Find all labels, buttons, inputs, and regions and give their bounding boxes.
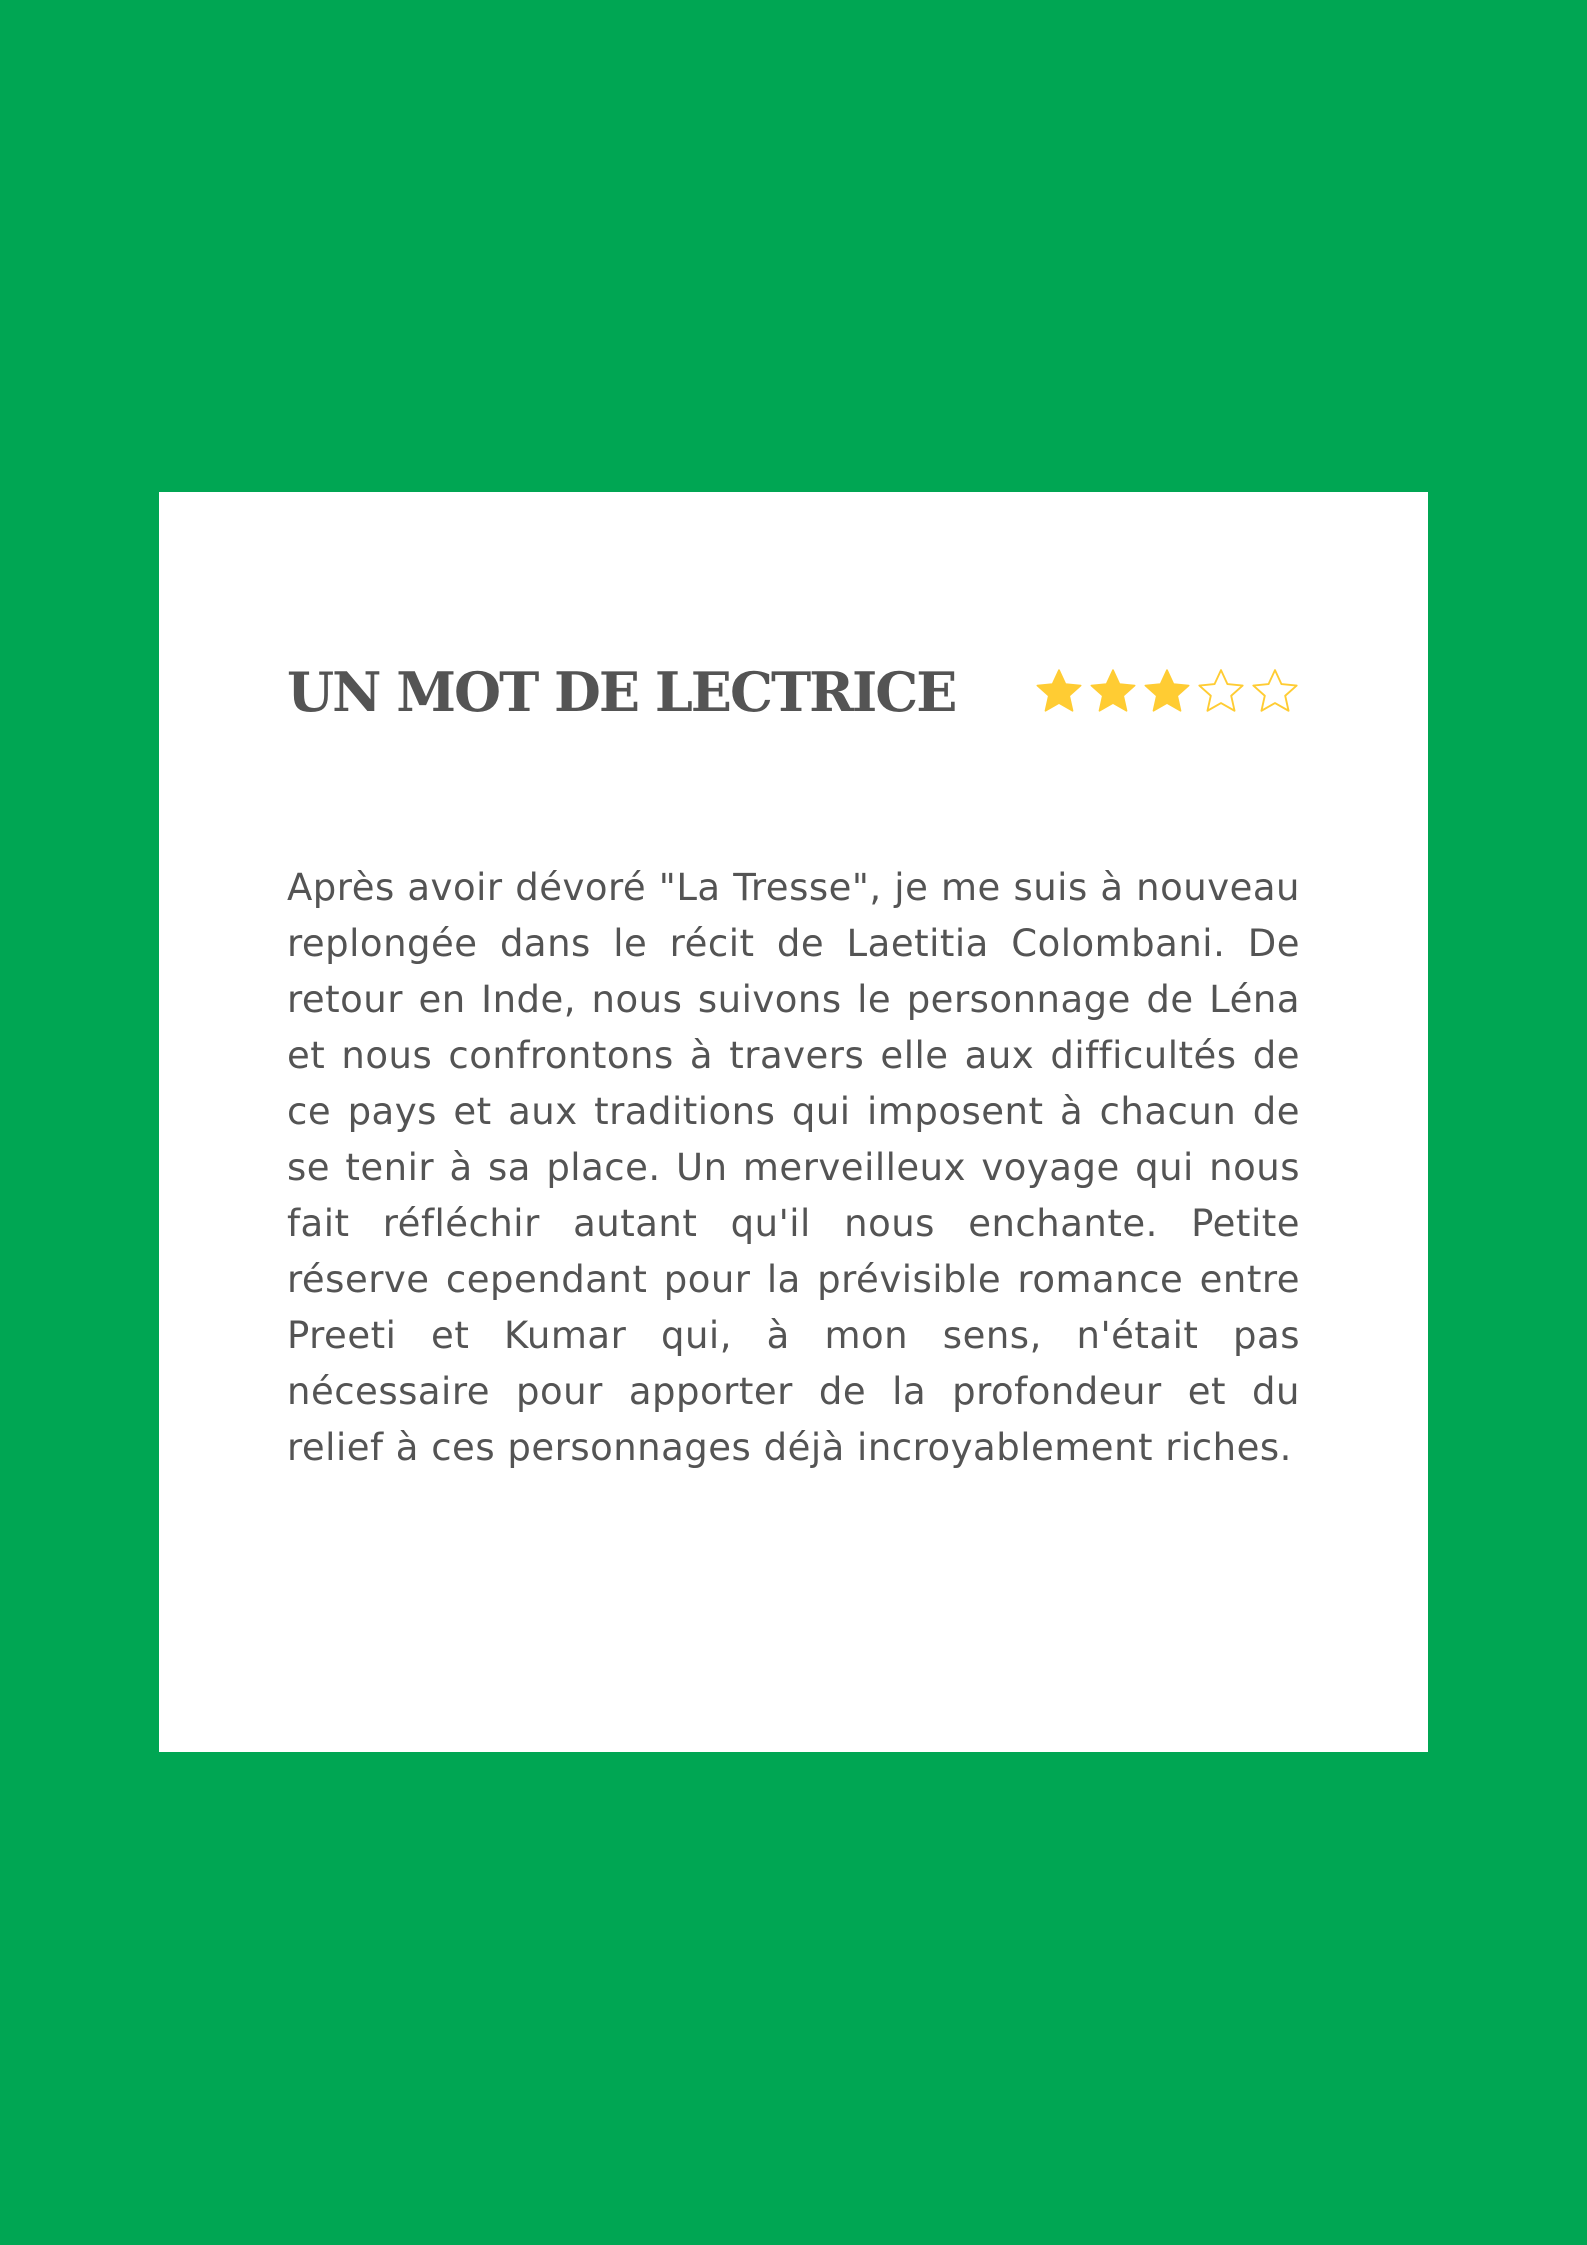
review-card <box>159 492 1428 1752</box>
star-filled-icon <box>1088 667 1138 717</box>
star-filled-icon <box>1034 667 1084 717</box>
star-empty-icon <box>1196 667 1246 717</box>
review-text: Après avoir dévoré "La Tresse", je me suis à nouveau replongée dans le récit de Laetitia Colombani. De retour en Inde, nous suivons le personnage de Léna et nous confrontons à travers elle aux difficultés de ce pays et aux traditions qui imposent à chacun de se tenir à sa place. Un merveilleux voyage qui nous fait réfléchir autant qu'il nous enchante. Petite réserve cependant pour la prévisible romance entre Preeti et Kumar qui, à mon sens, n'était pas nécessaire pour apporter de la profondeur et du relief à ces personnages déjà incroyablement riches. <box>287 866 1300 1469</box>
star-filled-icon <box>1142 667 1192 717</box>
review-header <box>287 662 1300 722</box>
star-empty-icon <box>1250 667 1300 717</box>
star-rating <box>1034 667 1300 717</box>
review-title: UN MOT DE LECTRICE <box>287 660 956 724</box>
